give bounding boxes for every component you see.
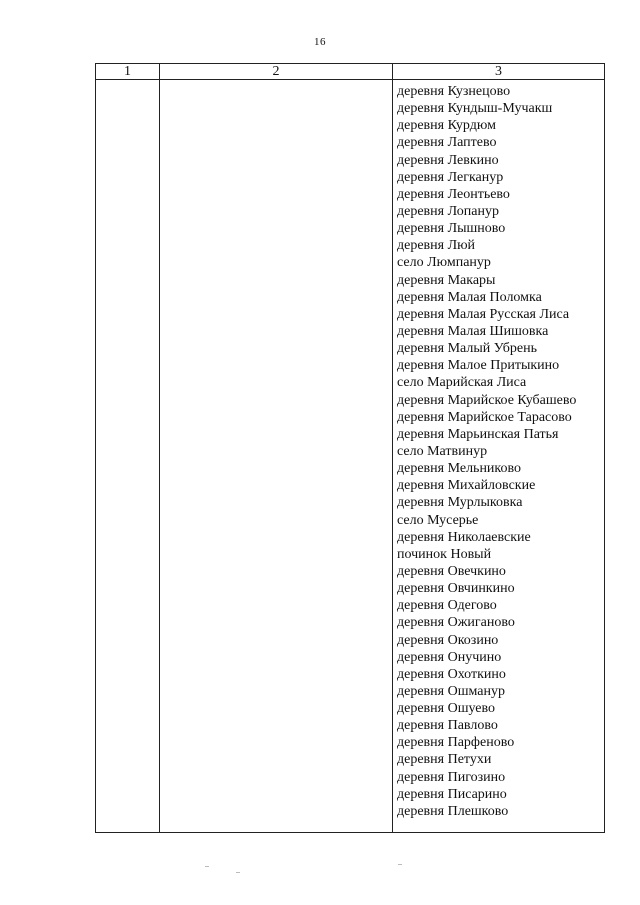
list-item: деревня Мельниково: [397, 461, 522, 477]
list-item: деревня Кундыш-Мучакш: [397, 101, 553, 117]
list-item: деревня Левкино: [397, 152, 499, 168]
settlements-table: [95, 63, 605, 833]
list-item: деревня Малая Шишовка: [397, 323, 549, 339]
settlement-list: [393, 80, 604, 820]
list-item: деревня Малый Убрень: [397, 341, 538, 357]
table-header-row: [96, 64, 605, 80]
column-2-cell: [160, 80, 393, 833]
list-item: деревня Леонтьево: [397, 186, 510, 202]
list-item: деревня Лышново: [397, 221, 506, 237]
list-item: деревня Малое Притыкино: [397, 358, 560, 374]
list-item: деревня Окозино: [397, 632, 499, 648]
list-item: деревня Петухи: [397, 752, 492, 768]
column-header-3: 3: [393, 64, 605, 80]
list-item: деревня Ошманур: [397, 683, 505, 699]
list-item: деревня Лаптево: [397, 135, 497, 151]
list-item: починок Новый: [397, 546, 492, 562]
list-item: деревня Ошуево: [397, 701, 496, 717]
list-item: село Матвинур: [397, 443, 488, 459]
column-3-cell: [393, 80, 605, 833]
list-item: село Люмпанур: [397, 255, 491, 271]
list-item: деревня Овчинкино: [397, 581, 515, 597]
column-header-2: 2: [160, 64, 393, 80]
list-item: деревня Легканур: [397, 169, 504, 185]
list-item: деревня Марийское Тарасово: [397, 409, 572, 425]
list-item: деревня Писарино: [397, 786, 507, 802]
list-item: деревня Макары: [397, 272, 496, 288]
list-item: деревня Одегово: [397, 598, 497, 614]
list-item: деревня Плешково: [397, 803, 509, 819]
list-item: деревня Люй: [397, 238, 476, 254]
list-item: деревня Марийское Кубашево: [397, 392, 577, 408]
scan-mark: [205, 866, 209, 867]
list-item: деревня Николаевские: [397, 529, 531, 545]
list-item: село Мусерье: [397, 512, 479, 528]
list-item: деревня Лопанур: [397, 203, 499, 219]
list-item: деревня Ожиганово: [397, 615, 515, 631]
scan-mark: [398, 864, 402, 865]
footer-scan-marks: [0, 862, 640, 882]
table-body-row: [96, 80, 605, 833]
list-item: деревня Овечкино: [397, 563, 506, 579]
list-item: деревня Парфеново: [397, 735, 515, 751]
column-header-1: 1: [96, 64, 160, 80]
list-item: деревня Михайловские: [397, 478, 536, 494]
list-item: село Марийская Лиса: [397, 375, 527, 391]
list-item: деревня Марьинская Патья: [397, 426, 559, 442]
list-item: деревня Пигозино: [397, 769, 506, 785]
list-item: деревня Павлово: [397, 718, 498, 734]
list-item: деревня Малая Русская Лиса: [397, 306, 570, 322]
list-item: деревня Малая Поломка: [397, 289, 542, 305]
page-number: 16: [314, 36, 326, 48]
list-item: деревня Курдюм: [397, 118, 496, 134]
scan-mark: [236, 872, 240, 873]
list-item: деревня Охоткино: [397, 666, 506, 682]
list-item: деревня Онучино: [397, 649, 502, 665]
list-item: деревня Мурлыковка: [397, 495, 523, 511]
list-item: деревня Кузнецово: [397, 84, 511, 99]
column-1-cell: [96, 80, 160, 833]
